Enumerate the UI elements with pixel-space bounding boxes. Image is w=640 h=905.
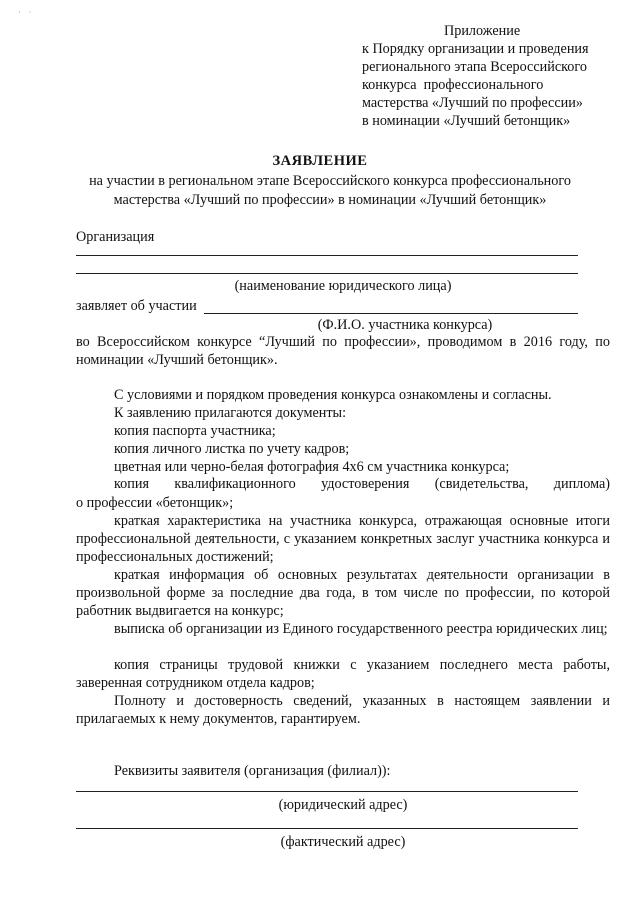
annex-line: мастерства «Лучший по профессии»	[362, 95, 583, 111]
annex-block	[362, 22, 589, 130]
organization-label: Организация	[76, 229, 155, 245]
actual-address-caption: (фактический адрес)	[280, 834, 406, 850]
requisites-label: Реквизиты заявителя (организация (филиал)):	[114, 763, 391, 779]
qual-word: копия	[114, 476, 149, 492]
doc-register-extract: выписка об организации из Единого государственного реестра юридических лиц;	[114, 621, 608, 637]
qual-word: диплома)	[553, 476, 610, 492]
document-subtitle: на участии в региональном этапе Всероссийского конкурса профессионального мастерства «Лучший по профессии» в номинации «Лучший бетонщик»	[89, 173, 571, 208]
doc-workbook-copy: копия страницы трудовой книжки с указанием последнего места работы, заверенная сотрудником отдела кадров;	[76, 657, 610, 692]
participant-name-line[interactable]	[204, 313, 578, 314]
organization-line-2[interactable]	[76, 273, 578, 274]
doc-organization-info: краткая информация об основных результатах деятельности организации в произвольной форме за последние два года, в том числе по профессии, по которой работник выдвигается на конкурс;	[76, 567, 610, 620]
annex-line: регионального этапа Всероссийского	[362, 59, 587, 75]
annex-line: к Порядку организации и проведения	[362, 41, 589, 57]
scan-speck: · ·	[18, 8, 32, 17]
documents-intro: К заявлению прилагаются документы:	[114, 405, 347, 421]
doc-characteristic: краткая характеристика на участника конкурса, отражающая основные итоги профессиональной деятельности, с указанием конкретных заслуг участника конкурса и профессиональных достижений;	[76, 513, 610, 566]
annex-line: в номинации «Лучший бетонщик»	[362, 113, 571, 129]
doc-qualification-line	[114, 476, 610, 493]
qual-word: удостоверения	[321, 476, 410, 492]
contest-paragraph: во Всероссийском конкурсе “Лучший по профессии», проводимом в 2016 году, по номинации «Лучший бетонщик».	[76, 334, 610, 369]
agree-paragraph: С условиями и порядком проведения конкурса ознакомлены и согласны.	[114, 387, 552, 403]
doc-photo: цветная или черно-белая фотография 4х6 см участника конкурса;	[114, 459, 510, 475]
document-title: ЗАЯВЛЕНИЕ	[272, 153, 368, 169]
legal-address-caption: (юридический адрес)	[278, 797, 408, 813]
organization-line-1[interactable]	[76, 255, 578, 256]
participant-caption: (Ф.И.О. участника конкурса)	[317, 317, 493, 333]
actual-address-line[interactable]	[76, 828, 578, 829]
organization-caption: (наименование юридического лица)	[234, 278, 452, 294]
declares-label: заявляет об участии	[76, 298, 197, 314]
doc-qualification-cont: о профессии «бетонщик»;	[76, 495, 234, 511]
doc-personnel-sheet: копия личного листка по учету кадров;	[114, 441, 350, 457]
guarantee-paragraph: Полноту и достоверность сведений, указанных в настоящем заявлении и прилагаемых к нему документов, гарантируем.	[76, 693, 610, 728]
doc-passport: копия паспорта участника;	[114, 423, 276, 439]
annex-line: конкурса профессионального	[362, 77, 544, 93]
qual-word: квалификационного	[174, 476, 296, 492]
annex-heading: Приложение	[444, 23, 521, 39]
legal-address-line[interactable]	[76, 791, 578, 792]
qual-word: (свидетельства,	[434, 476, 529, 492]
